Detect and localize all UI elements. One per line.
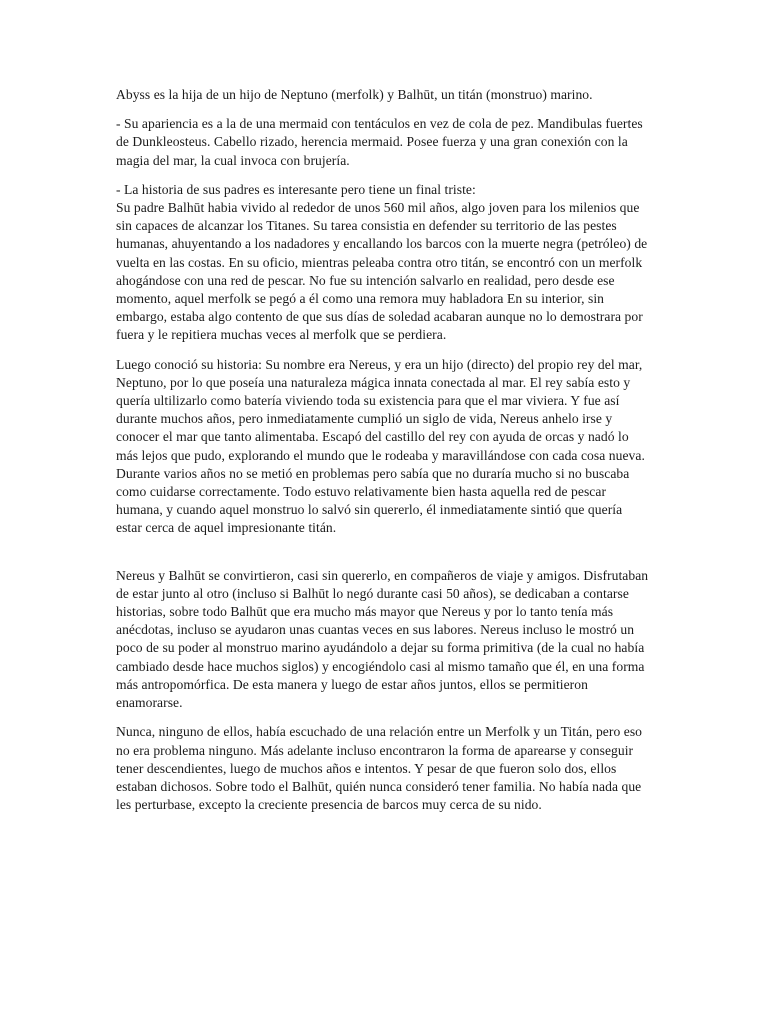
paragraph-line: Nereus y Balhūt se convirtieron, casi sin quererlo, en compañeros de viaje y amigos. Disfrutaban de estar junto al otro (incluso si Balhūt lo negó durante casi 50 años), se dedicaban a contarse historias, sobre todo Balhūt que era mucho más mayor que Nereus y por lo tanto tenía más anécdotas, incluso se ayudaron unas cuantas veces en sus labores. Nereus incluso le mostró un poco de su poder al monstruo marino ayudándolo a dejar su forma primitiva (de la cual no había cambiado desde hace muchos siglos) y encogiéndolo casi al mismo tamaño que él, en una forma más antropomórfica. De esta manera y luego de estar años juntos, ellos se permitieron enamorarse. xyxy=(116,567,649,711)
paragraph-companions xyxy=(116,567,650,713)
paragraph-relationship xyxy=(116,723,650,814)
paragraph-appearance xyxy=(116,115,650,170)
paragraph-heading-line: - La historia de sus padres es interesante pero tiene un final triste: xyxy=(116,181,476,197)
paragraph-line: Abyss es la hija de un hijo de Neptuno (merfolk) y Balhūt, un titán (monstruo) marino. xyxy=(116,87,593,102)
paragraph-parents-history xyxy=(116,181,650,345)
paragraph-nereus-story xyxy=(116,356,650,538)
paragraph-intro xyxy=(116,86,650,104)
paragraph-line: - Su apariencia es a la de una mermaid con tentáculos en vez de cola de pez. Mandibulas fuertes de Dunkleosteus. Cabello rizado, herencia mermaid. Posee fuerza y una gran conexión con la magia del mar, la cual invoca con brujería. xyxy=(116,116,643,168)
paragraph-line: Nunca, ninguno de ellos, había escuchado de una relación entre un Merfolk y un Titán, pero eso no era problema ninguno. Más adelante incluso encontraron la forma de aparearse y conseguir tener descendientes, luego de muchos años e intentos. Y pesar de que fueron solo dos, ellos estaban dichosos. Sobre todo el Balhūt, quién nunca consideró tener familia. No había nada que les perturbase, excepto la creciente presencia de barcos muy cerca de su nido. xyxy=(116,724,643,813)
paragraph-line: Luego conoció su historia: Su nombre era Nereus, y era un hijo (directo) del propio rey del mar, Neptuno, por lo que poseía una naturaleza mágica innata conectada al mar. El rey sabía esto y quería ultilizarlo como batería viviendo toda su existencia para que el mar viviera. Y fue así durante muchos años, pero inmediatamente cumplió un siglo de vida, Nereus anhelo irse y conocer el mar que tanto alimentaba. Escapó del castillo del rey con ayuda de orcas y nadó lo más lejos que pudo, explorando el mundo que le rodeaba y maravillándose con cada cosa nueva. Durante varios años no se metió en problemas pero sabía que no duraría mucho si no buscaba como cuidarse correctamente. Todo estuvo relativamente bien hasta aquella red de pescar humana, y cuando aquel monstruo lo salvó sin quererlo, él inmediatamente sintió que quería estar cerca de aquel impresionante titán. xyxy=(116,356,645,536)
paragraph-line: Su padre Balhūt habia vivido al rededor de unos 560 mil años, algo joven para los milenios que sin capaces de alcanzar los Titanes. Su tarea consistia en defender su territorio de las pestes humanas, ahuyentando a los nadadores y encallando los barcos con la muerte negra (petróleo) de vuelta en las costas. En su oficio, mientras peleaba contra otro titán, se encontró con un merfolk ahogándose con una red de pescar. No fue su intención salvarlo en realidad, pero desde ese momento, aquel merfolk se pegó a él como una remora muy habladora En su interior, sin embargo, estaba algo contento de que sus días de soledad acabaran aunque no lo demostrara por fuera y le repitiera muchas veces al merfolk que se perdiera. xyxy=(116,200,648,343)
document-page xyxy=(116,86,650,825)
